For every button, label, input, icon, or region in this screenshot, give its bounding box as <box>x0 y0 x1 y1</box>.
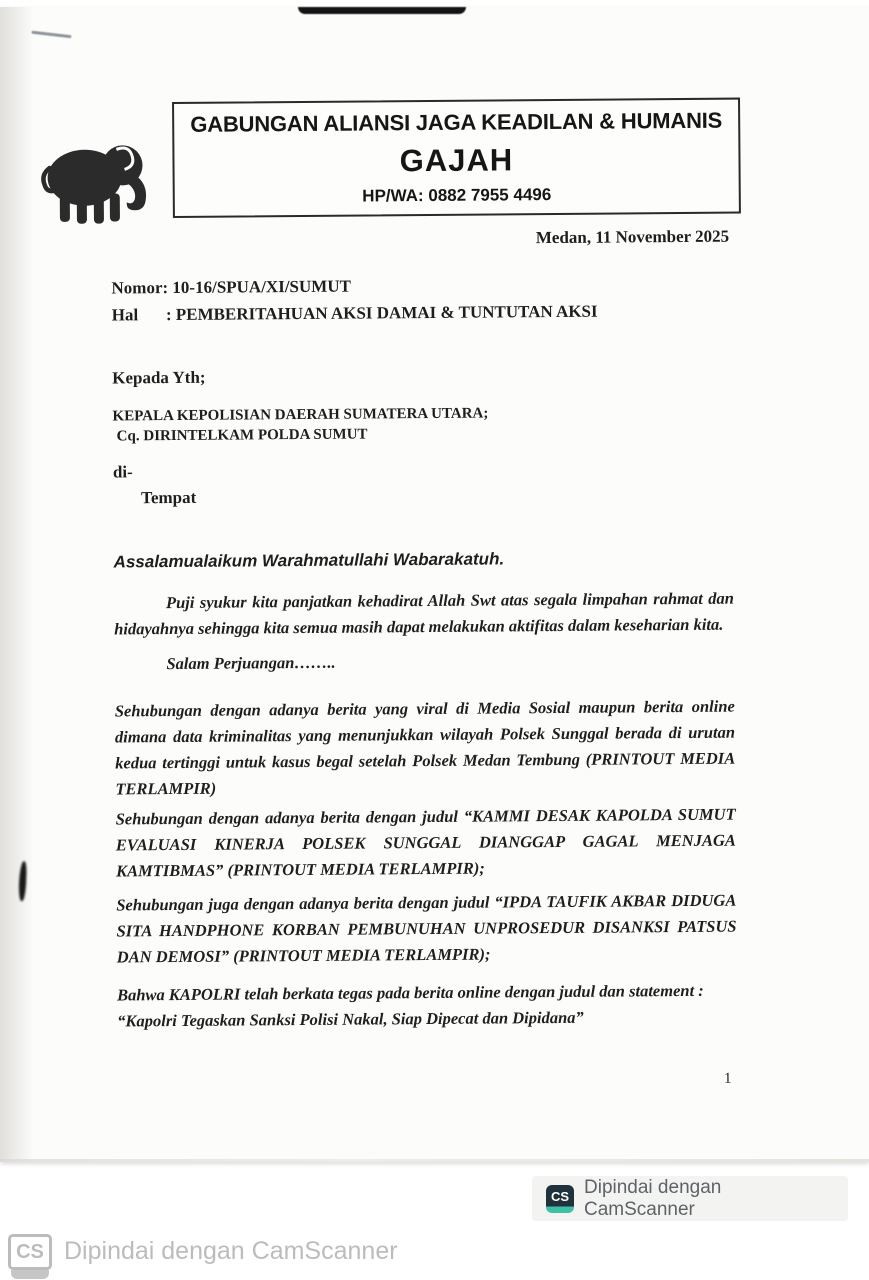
paragraph-berita-kammi: Sehubungan dengan adanya berita dengan judul “KAMMI DESAK KAPOLDA SUMUT EVALUASI KINERJA POLSEK SUNGGAL DIANGGAP GAGAL MENJAGA KAMTIBMAS” (PRINTOUT MEDIA TERLAMPIR); <box>115 804 736 881</box>
nomor-line <box>111 277 351 299</box>
page-number: 1 <box>723 1070 732 1087</box>
hal-value: : PEMBERITAHUAN AKSI DAMAI & TUNTUTAN AKSI <box>165 301 598 325</box>
camscanner-watermark <box>8 1234 398 1279</box>
recipient-tempat: Tempat <box>141 487 197 508</box>
camscanner-logo-icon: CS <box>546 1185 574 1213</box>
hal-label: Hal <box>111 305 139 325</box>
org-name: GABUNGAN ALIANSI JAGA KEADILAN & HUMANIS <box>190 107 723 137</box>
nomor-value: 10-16/SPUA/XI/SUMUT <box>172 276 351 298</box>
paragraph-berita-viral: Sehubungan dengan adanya berita yang viral di Media Sosial maupun berita online dimana data kriminalitas yang menunjukkan wilayah Polsek Sunggal berada di urutan kedua tertinggi untuk kasus begal setelah Polsek Medan Tembung (PRINTOUT MEDIA TERLAMPIR) <box>114 696 736 799</box>
recipient-salutation: Kepada Yth; <box>112 367 206 388</box>
camscanner-watermark-icon: CS <box>8 1234 52 1279</box>
letter-content <box>0 4 869 1166</box>
recipient-cq: Cq. DIRINTELKAM POLDA SUMUT <box>116 426 368 445</box>
pen-mark-artifact <box>31 31 71 38</box>
ink-smudge-artifact <box>18 861 27 901</box>
kapolri-statement-quote: “Kapolri Tegaskan Sanksi Polisi Nakal, Siap Dipecat dan Dipidana” <box>117 1007 584 1031</box>
scanned-letter-page <box>0 7 869 1162</box>
org-abbreviation: GAJAH <box>399 142 514 179</box>
recipient-di: di- <box>112 462 133 482</box>
elephant-icon <box>32 131 153 236</box>
city-date-line: Medan, 11 November 2025 <box>535 226 730 248</box>
scan-edge-artifact <box>298 7 466 14</box>
recipient-addressee: KEPALA KEPOLISIAN DAERAH SUMATERA UTARA; <box>112 405 489 425</box>
camscanner-badge <box>532 1176 848 1221</box>
paragraph-opening: Puji syukur kita panjatkan kehadirat Allah Swt atas segala limpahan rahmat dan hidayahnya sehingga kita semua masih dapat melakukan aktifitas dalam keseharian kita. <box>114 588 735 639</box>
paragraph-berita-ipda: Sehubungan juga dengan adanya berita dengan judul “IPDA TAUFIK AKBAR DIDUGA SITA HANDPHONE KORBAN PEMBUNUHAN UNPROSEDUR DISANKSI PATSUS DAN DEMOSI” (PRINTOUT MEDIA TERLAMPIR); <box>116 890 737 967</box>
nomor-label: Nomor: <box>111 278 169 298</box>
islamic-greeting: Assalamualaikum Warahmatullahi Wabarakatuh. <box>113 549 505 572</box>
camscanner-badge-text: Dipindai dengan CamScanner <box>584 1176 722 1220</box>
letterhead-box <box>172 98 741 218</box>
salam-perjuangan: Salam Perjuangan…….. <box>166 652 336 674</box>
kapolri-statement-intro: Bahwa KAPOLRI telah berkata tegas pada berita online dengan judul dan statement : <box>116 980 704 1005</box>
hal-line <box>112 302 598 326</box>
org-contact-phone: HP/WA: 0882 7955 4496 <box>362 185 552 206</box>
paragraph-kapolri <box>117 978 737 1035</box>
camscanner-watermark-text: Dipindai dengan CamScanner <box>64 1237 398 1265</box>
